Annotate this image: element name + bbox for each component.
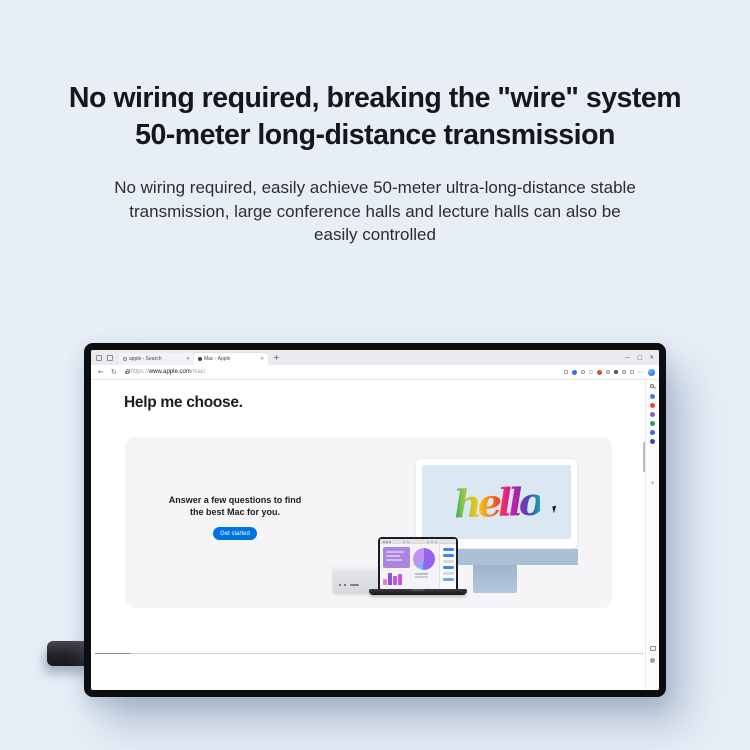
promo-card xyxy=(125,437,612,608)
imac-illustration xyxy=(415,458,578,549)
hello-script-text: hello xyxy=(453,477,542,526)
macbook-base xyxy=(369,589,467,595)
sidebar-outlook-icon[interactable] xyxy=(650,439,655,444)
screenshot-icon[interactable] xyxy=(614,370,618,374)
promo-line2: the best Mac for you. xyxy=(189,506,280,517)
sidebar-search-icon[interactable] xyxy=(650,384,654,388)
page-subtitle-line1: No wiring required, easily achieve 50-meter ultra-long-distance stable xyxy=(114,178,636,197)
imac-display xyxy=(422,465,571,539)
page-title-line2: 50-meter long-distance transmission xyxy=(135,119,615,151)
monitor xyxy=(84,343,666,697)
page-subtitle-line3: easily controlled xyxy=(314,225,436,244)
footer-divider-segment xyxy=(95,653,131,654)
sidebar-shopping-icon[interactable] xyxy=(650,403,655,408)
bar-chart-icon xyxy=(383,570,403,585)
page-subtitle-line2: transmission, large conference halls and lecture halls can also be xyxy=(129,201,621,221)
sidebar-office-icon[interactable] xyxy=(650,430,655,435)
profile-avatar[interactable] xyxy=(648,369,655,376)
tab-actions-icon[interactable] xyxy=(107,355,113,361)
macbook-notch xyxy=(411,589,425,591)
mac-studio-illustration xyxy=(333,565,378,592)
minimize-icon[interactable]: — xyxy=(624,355,631,361)
macbook-illustration xyxy=(378,537,458,590)
sidebar-tools-icon[interactable] xyxy=(650,412,655,417)
tab-mac-apple[interactable] xyxy=(194,353,268,365)
history-icon[interactable] xyxy=(589,370,593,374)
close-icon[interactable]: ✕ xyxy=(649,355,654,361)
split-screen-icon[interactable] xyxy=(564,370,568,374)
apps-icon[interactable] xyxy=(630,370,634,374)
edge-sidebar xyxy=(645,380,659,690)
tab-apple-search[interactable] xyxy=(119,353,194,365)
search-favicon-icon xyxy=(123,357,127,361)
browser-tab-bar xyxy=(91,350,659,365)
chart-caption xyxy=(415,573,428,575)
get-started-button[interactable]: Get started xyxy=(213,527,257,540)
tab-close-icon[interactable]: ✕ xyxy=(186,356,190,362)
feedback-icon[interactable] xyxy=(650,646,656,651)
promo-text-block xyxy=(150,495,320,540)
tab-title: apple - Search xyxy=(129,356,162,362)
sidebar-add-icon[interactable]: + xyxy=(650,480,656,487)
maximize-icon[interactable]: □ xyxy=(637,355,643,361)
workspaces-icon[interactable] xyxy=(96,355,102,361)
sidebar-games-icon[interactable] xyxy=(650,421,655,426)
window-controls xyxy=(625,355,659,365)
apple-favicon-icon xyxy=(198,357,202,361)
page-subtitle xyxy=(0,176,750,247)
slide-thumbnail xyxy=(383,547,410,568)
extensions-icon[interactable] xyxy=(606,370,610,374)
collections-icon[interactable] xyxy=(597,370,602,375)
settings-icon[interactable] xyxy=(650,658,655,663)
lock-icon xyxy=(125,371,129,375)
tab-close-icon[interactable]: ✕ xyxy=(260,356,264,362)
page-title-line1: No wiring required, breaking the "wire" system xyxy=(68,82,682,114)
more-menu-icon[interactable]: ⋯ xyxy=(638,368,644,376)
pie-chart-icon xyxy=(413,548,435,570)
promo-line1: Answer a few questions to find xyxy=(168,495,302,505)
page-title xyxy=(0,80,750,154)
downloads-icon[interactable] xyxy=(622,370,626,374)
tab-title: Mac - Apple xyxy=(204,356,231,362)
reload-icon[interactable]: ↻ xyxy=(110,367,117,376)
macbook-display xyxy=(380,539,456,589)
copilot-icon[interactable] xyxy=(572,370,577,375)
toolbar-icons xyxy=(564,369,659,376)
address-bar[interactable]: https://www.apple.com/mac/ xyxy=(130,369,206,375)
usb-port-icon xyxy=(339,584,341,586)
footer-divider xyxy=(95,653,643,654)
browser-nav-bar xyxy=(91,365,659,380)
monitor-screen xyxy=(91,350,659,690)
back-icon[interactable]: ← xyxy=(98,367,104,376)
favorites-icon[interactable] xyxy=(581,370,585,374)
inspector-panel xyxy=(439,545,456,589)
usb-port-icon xyxy=(344,584,346,586)
new-tab-button[interactable]: + xyxy=(273,353,280,362)
imac-stand xyxy=(473,565,517,593)
app-toolbar xyxy=(380,539,456,544)
sd-slot-icon xyxy=(350,584,359,586)
webpage-heading: Help me choose. xyxy=(124,394,243,411)
sidebar-copilot-icon[interactable] xyxy=(650,394,655,399)
